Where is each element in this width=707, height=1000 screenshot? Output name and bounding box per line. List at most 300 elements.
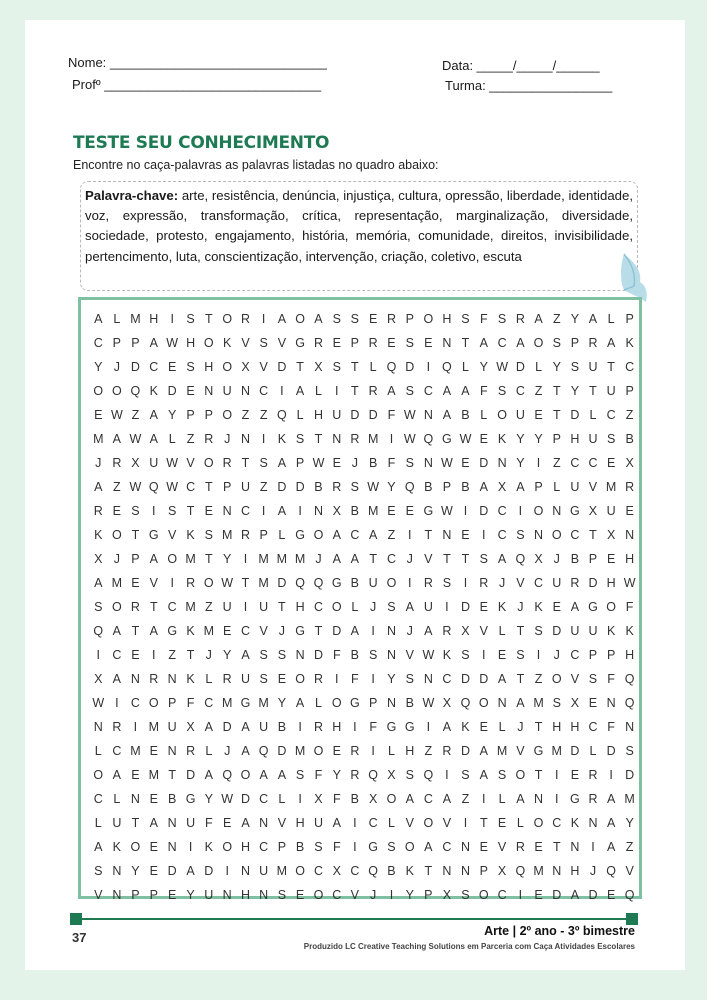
grid-letter[interactable]: E: [479, 720, 488, 735]
grid-letter[interactable]: W: [110, 408, 123, 423]
grid-letter[interactable]: C: [570, 648, 580, 663]
grid-letter[interactable]: S: [368, 648, 378, 663]
grid-letter[interactable]: S: [497, 312, 507, 326]
grid-letter[interactable]: T: [534, 720, 543, 735]
grid-letter[interactable]: T: [351, 360, 359, 375]
grid-letter[interactable]: W: [129, 480, 142, 495]
grid-letter[interactable]: P: [405, 312, 414, 326]
grid-letter[interactable]: U: [552, 576, 562, 591]
grid-letter[interactable]: Z: [552, 312, 561, 326]
grid-letter[interactable]: Q: [606, 864, 616, 879]
grid-letter[interactable]: B: [350, 576, 360, 591]
grid-letter[interactable]: O: [111, 384, 122, 399]
grid-letter[interactable]: A: [570, 888, 580, 903]
grid-letter[interactable]: G: [295, 528, 305, 543]
grid-letter[interactable]: Y: [552, 360, 561, 375]
grid-letter[interactable]: E: [131, 768, 140, 783]
grid-letter[interactable]: T: [552, 384, 561, 399]
grid-letter[interactable]: L: [314, 696, 322, 711]
grid-letter[interactable]: B: [570, 552, 580, 567]
grid-letter[interactable]: N: [313, 504, 323, 519]
grid-letter[interactable]: I: [591, 840, 595, 855]
grid-letter[interactable]: C: [240, 624, 251, 639]
grid-letter[interactable]: E: [332, 456, 341, 471]
grid-letter[interactable]: D: [570, 744, 580, 759]
grid-letter[interactable]: L: [535, 360, 543, 375]
grid-letter[interactable]: J: [498, 576, 506, 591]
grid-letter[interactable]: T: [204, 312, 213, 326]
grid-letter[interactable]: U: [332, 408, 342, 423]
grid-letter[interactable]: Y: [570, 312, 580, 326]
grid-letter[interactable]: U: [570, 480, 580, 495]
grid-letter[interactable]: A: [570, 600, 580, 615]
grid-letter[interactable]: L: [94, 816, 102, 831]
grid-letter[interactable]: Y: [387, 480, 396, 495]
grid-letter[interactable]: O: [222, 360, 233, 375]
grid-letter[interactable]: C: [570, 528, 580, 543]
grid-letter[interactable]: A: [112, 672, 122, 687]
grid-letter[interactable]: Y: [516, 456, 525, 471]
grid-letter[interactable]: A: [606, 792, 616, 807]
grid-letter[interactable]: R: [570, 576, 580, 591]
grid-letter[interactable]: S: [295, 768, 305, 783]
grid-letter[interactable]: K: [625, 336, 634, 351]
grid-letter[interactable]: U: [606, 504, 616, 519]
grid-letter[interactable]: N: [295, 648, 305, 663]
grid-letter[interactable]: D: [277, 480, 287, 495]
grid-letter[interactable]: E: [149, 792, 158, 807]
grid-letter[interactable]: U: [606, 384, 616, 399]
grid-letter[interactable]: E: [186, 384, 195, 399]
grid-letter[interactable]: S: [606, 432, 616, 447]
grid-letter[interactable]: E: [405, 504, 414, 519]
grid-letter[interactable]: A: [405, 600, 414, 615]
grid-letter[interactable]: L: [351, 600, 359, 615]
grid-letter[interactable]: N: [386, 648, 396, 663]
grid-letter[interactable]: T: [607, 360, 615, 375]
grid-letter[interactable]: I: [152, 504, 156, 519]
grid-letter[interactable]: P: [350, 336, 360, 351]
grid-letter[interactable]: S: [94, 600, 103, 615]
grid-letter[interactable]: L: [607, 312, 615, 326]
grid-letter[interactable]: K: [442, 648, 452, 663]
grid-letter[interactable]: R: [515, 840, 525, 855]
grid-letter[interactable]: X: [94, 552, 103, 567]
grid-letter[interactable]: I: [353, 816, 357, 831]
grid-letter[interactable]: C: [259, 792, 269, 807]
grid-letter[interactable]: O: [295, 312, 305, 326]
grid-letter[interactable]: O: [203, 456, 214, 471]
grid-letter[interactable]: A: [259, 768, 268, 783]
grid-letter[interactable]: T: [589, 528, 597, 543]
grid-letter[interactable]: E: [534, 888, 543, 903]
grid-letter[interactable]: I: [518, 504, 523, 519]
grid-letter[interactable]: R: [222, 456, 232, 471]
grid-letter[interactable]: S: [295, 432, 305, 447]
grid-letter[interactable]: I: [133, 720, 138, 735]
grid-letter[interactable]: O: [167, 552, 178, 567]
grid-letter[interactable]: M: [258, 552, 269, 567]
grid-letter[interactable]: A: [606, 336, 616, 351]
grid-letter[interactable]: V: [442, 816, 452, 831]
grid-letter[interactable]: Y: [94, 360, 103, 375]
grid-letter[interactable]: S: [552, 336, 561, 351]
grid-letter[interactable]: V: [186, 456, 195, 471]
grid-letter[interactable]: L: [589, 744, 597, 759]
grid-letter[interactable]: D: [313, 648, 323, 663]
grid-letter[interactable]: G: [404, 720, 415, 735]
grid-letter[interactable]: R: [442, 744, 452, 759]
grid-letter[interactable]: U: [149, 456, 159, 471]
grid-letter[interactable]: C: [259, 840, 269, 855]
grid-letter[interactable]: O: [533, 816, 544, 831]
grid-letter[interactable]: F: [479, 312, 488, 326]
grid-letter[interactable]: A: [350, 552, 360, 567]
grid-letter[interactable]: Q: [423, 768, 434, 783]
grid-letter[interactable]: Q: [423, 432, 434, 447]
grid-letter[interactable]: F: [332, 840, 341, 855]
grid-letter[interactable]: V: [277, 336, 287, 351]
grid-letter[interactable]: G: [423, 504, 434, 519]
grid-letter[interactable]: S: [497, 384, 507, 399]
grid-letter[interactable]: V: [241, 336, 250, 351]
grid-letter[interactable]: E: [588, 696, 598, 711]
grid-letter[interactable]: E: [149, 864, 158, 879]
grid-letter[interactable]: U: [515, 408, 525, 423]
grid-letter[interactable]: J: [113, 360, 120, 375]
grid-letter[interactable]: I: [96, 648, 101, 663]
grid-letter[interactable]: N: [442, 336, 452, 351]
grid-letter[interactable]: H: [240, 840, 251, 855]
grid-letter[interactable]: Q: [442, 360, 452, 375]
grid-letter[interactable]: Q: [313, 576, 324, 591]
grid-letter[interactable]: Q: [386, 360, 397, 375]
grid-letter[interactable]: A: [332, 552, 341, 567]
grid-letter[interactable]: C: [167, 600, 177, 615]
name-field[interactable]: Nome: ______________________________: [68, 55, 327, 70]
grid-letter[interactable]: A: [204, 768, 213, 783]
grid-letter[interactable]: R: [588, 792, 598, 807]
grid-letter[interactable]: T: [278, 600, 286, 615]
grid-letter[interactable]: J: [553, 552, 560, 567]
grid-letter[interactable]: X: [534, 552, 543, 567]
grid-letter[interactable]: R: [313, 672, 323, 687]
grid-letter[interactable]: A: [94, 840, 103, 855]
grid-letter[interactable]: D: [479, 504, 489, 519]
grid-letter[interactable]: N: [460, 864, 470, 879]
grid-letter[interactable]: T: [314, 624, 323, 639]
grid-letter[interactable]: E: [534, 408, 543, 423]
grid-letter[interactable]: R: [350, 744, 360, 759]
grid-letter[interactable]: I: [463, 576, 468, 591]
grid-letter[interactable]: F: [332, 792, 341, 807]
grid-letter[interactable]: E: [277, 672, 287, 687]
grid-letter[interactable]: B: [350, 648, 360, 663]
grid-letter[interactable]: W: [441, 504, 453, 519]
grid-letter[interactable]: F: [625, 600, 634, 615]
grid-letter[interactable]: U: [588, 360, 598, 375]
grid-letter[interactable]: I: [243, 552, 248, 567]
grid-letter[interactable]: H: [204, 360, 214, 375]
grid-letter[interactable]: D: [130, 360, 140, 375]
grid-letter[interactable]: U: [570, 624, 580, 639]
grid-letter[interactable]: Y: [405, 888, 414, 903]
grid-letter[interactable]: X: [625, 456, 634, 471]
grid-letter[interactable]: S: [277, 648, 287, 663]
grid-letter[interactable]: L: [498, 624, 506, 639]
grid-letter[interactable]: P: [112, 336, 122, 351]
grid-letter[interactable]: F: [351, 672, 359, 687]
grid-letter[interactable]: B: [387, 864, 396, 879]
grid-letter[interactable]: V: [405, 816, 414, 831]
grid-letter[interactable]: H: [149, 312, 159, 326]
grid-letter[interactable]: D: [460, 744, 470, 759]
grid-letter[interactable]: I: [518, 888, 523, 903]
grid-letter[interactable]: C: [259, 384, 269, 399]
grid-letter[interactable]: E: [606, 888, 616, 903]
grid-letter[interactable]: A: [479, 480, 488, 495]
grid-letter[interactable]: J: [278, 624, 285, 639]
grid-letter[interactable]: N: [259, 888, 269, 903]
grid-letter[interactable]: E: [387, 336, 396, 351]
grid-letter[interactable]: I: [298, 504, 302, 519]
grid-letter[interactable]: N: [625, 720, 635, 735]
grid-letter[interactable]: P: [625, 312, 634, 326]
grid-letter[interactable]: C: [313, 600, 323, 615]
grid-letter[interactable]: I: [389, 888, 394, 903]
grid-letter[interactable]: A: [94, 576, 103, 591]
grid-letter[interactable]: K: [497, 432, 507, 447]
grid-letter[interactable]: C: [368, 816, 378, 831]
grid-letter[interactable]: G: [533, 744, 544, 759]
grid-letter[interactable]: D: [588, 888, 598, 903]
grid-letter[interactable]: H: [186, 336, 196, 351]
grid-letter[interactable]: N: [552, 864, 562, 879]
grid-letter[interactable]: W: [441, 456, 453, 471]
grid-letter[interactable]: N: [442, 528, 452, 543]
grid-letter[interactable]: S: [479, 552, 488, 567]
grid-letter[interactable]: C: [570, 456, 580, 471]
grid-letter[interactable]: C: [332, 888, 342, 903]
grid-letter[interactable]: T: [149, 600, 158, 615]
grid-letter[interactable]: Z: [625, 840, 634, 855]
grid-letter[interactable]: A: [479, 744, 488, 759]
grid-letter[interactable]: Q: [624, 672, 635, 687]
grid-letter[interactable]: T: [424, 528, 433, 543]
grid-letter[interactable]: Y: [570, 384, 580, 399]
grid-letter[interactable]: A: [424, 624, 433, 639]
grid-letter[interactable]: I: [298, 720, 302, 735]
grid-letter[interactable]: S: [168, 504, 177, 519]
grid-letter[interactable]: G: [386, 720, 397, 735]
grid-letter[interactable]: T: [461, 336, 470, 351]
grid-letter[interactable]: T: [534, 768, 543, 783]
grid-letter[interactable]: I: [609, 768, 613, 783]
grid-letter[interactable]: U: [240, 672, 251, 687]
grid-letter[interactable]: D: [479, 456, 489, 471]
grid-letter[interactable]: K: [570, 816, 580, 831]
grid-letter[interactable]: C: [204, 696, 214, 711]
grid-letter[interactable]: D: [588, 576, 598, 591]
grid-letter[interactable]: I: [555, 792, 559, 807]
grid-letter[interactable]: E: [131, 648, 140, 663]
grid-letter[interactable]: P: [186, 408, 195, 423]
grid-letter[interactable]: R: [386, 312, 396, 326]
grid-letter[interactable]: A: [516, 792, 525, 807]
grid-letter[interactable]: P: [204, 408, 213, 423]
grid-letter[interactable]: N: [167, 672, 177, 687]
grid-letter[interactable]: K: [186, 528, 195, 543]
grid-letter[interactable]: D: [460, 672, 470, 687]
grid-letter[interactable]: O: [497, 408, 507, 423]
grid-letter[interactable]: R: [93, 504, 103, 519]
grid-letter[interactable]: T: [516, 624, 525, 639]
grid-letter[interactable]: Z: [113, 480, 121, 495]
grid-letter[interactable]: O: [313, 888, 324, 903]
grid-letter[interactable]: U: [588, 432, 598, 447]
grid-letter[interactable]: A: [442, 720, 452, 735]
grid-letter[interactable]: U: [259, 720, 269, 735]
grid-letter[interactable]: O: [295, 864, 305, 879]
grid-letter[interactable]: P: [424, 888, 433, 903]
grid-letter[interactable]: M: [533, 696, 544, 711]
grid-letter[interactable]: D: [167, 864, 177, 879]
grid-letter[interactable]: R: [240, 312, 251, 326]
grid-letter[interactable]: J: [406, 624, 413, 639]
grid-letter[interactable]: I: [445, 768, 449, 783]
grid-letter[interactable]: X: [314, 792, 323, 807]
grid-letter[interactable]: E: [112, 504, 122, 519]
grid-letter[interactable]: A: [241, 720, 250, 735]
grid-letter[interactable]: S: [461, 768, 470, 783]
grid-letter[interactable]: Y: [223, 552, 232, 567]
grid-letter[interactable]: K: [149, 384, 158, 399]
grid-letter[interactable]: Q: [515, 552, 526, 567]
grid-letter[interactable]: A: [332, 816, 341, 831]
grid-letter[interactable]: P: [277, 840, 287, 855]
grid-letter[interactable]: Z: [534, 384, 543, 399]
grid-letter[interactable]: S: [570, 360, 580, 375]
grid-letter[interactable]: Y: [204, 792, 213, 807]
grid-letter[interactable]: O: [386, 576, 397, 591]
grid-letter[interactable]: A: [241, 648, 250, 663]
grid-letter[interactable]: U: [112, 816, 122, 831]
grid-letter[interactable]: G: [167, 624, 178, 639]
grid-letter[interactable]: A: [516, 480, 525, 495]
grid-letter[interactable]: L: [553, 480, 561, 495]
grid-letter[interactable]: U: [259, 864, 269, 879]
grid-letter[interactable]: D: [186, 768, 196, 783]
grid-letter[interactable]: U: [423, 600, 433, 615]
grid-letter[interactable]: F: [314, 768, 323, 783]
grid-letter[interactable]: C: [497, 336, 507, 351]
grid-letter[interactable]: A: [424, 840, 433, 855]
grid-letter[interactable]: A: [149, 408, 158, 423]
grid-letter[interactable]: A: [479, 768, 488, 783]
grid-letter[interactable]: W: [221, 792, 234, 807]
grid-letter[interactable]: V: [570, 672, 580, 687]
grid-letter[interactable]: X: [588, 504, 598, 519]
grid-letter[interactable]: C: [606, 408, 616, 423]
grid-letter[interactable]: A: [442, 792, 452, 807]
grid-letter[interactable]: M: [221, 528, 233, 543]
grid-letter[interactable]: G: [570, 504, 580, 519]
grid-letter[interactable]: D: [167, 384, 177, 399]
grid-letter[interactable]: W: [422, 648, 435, 663]
grid-letter[interactable]: D: [405, 360, 415, 375]
grid-letter[interactable]: J: [224, 744, 231, 759]
grid-letter[interactable]: C: [497, 528, 507, 543]
grid-letter[interactable]: D: [625, 768, 635, 783]
grid-letter[interactable]: P: [606, 648, 616, 663]
grid-letter[interactable]: N: [167, 840, 177, 855]
grid-letter[interactable]: Y: [479, 360, 488, 375]
grid-letter[interactable]: T: [131, 528, 140, 543]
grid-letter[interactable]: A: [149, 432, 158, 447]
grid-letter[interactable]: V: [497, 840, 507, 855]
grid-letter[interactable]: N: [386, 624, 396, 639]
grid-letter[interactable]: N: [588, 816, 598, 831]
grid-letter[interactable]: W: [166, 336, 179, 351]
grid-letter[interactable]: E: [479, 600, 488, 615]
grid-letter[interactable]: S: [350, 312, 360, 326]
grid-letter[interactable]: M: [276, 552, 288, 567]
grid-letter[interactable]: I: [353, 840, 357, 855]
grid-letter[interactable]: A: [241, 744, 250, 759]
grid-letter[interactable]: I: [261, 312, 266, 326]
grid-letter[interactable]: K: [606, 624, 616, 639]
grid-letter[interactable]: T: [204, 552, 213, 567]
grid-letter[interactable]: T: [443, 552, 451, 567]
grid-letter[interactable]: I: [555, 768, 559, 783]
grid-letter[interactable]: H: [405, 744, 415, 759]
grid-letter[interactable]: A: [461, 384, 470, 399]
grid-letter[interactable]: J: [553, 648, 560, 663]
grid-letter[interactable]: Z: [552, 456, 561, 471]
grid-letter[interactable]: E: [625, 504, 634, 519]
grid-letter[interactable]: T: [461, 552, 470, 567]
grid-letter[interactable]: B: [625, 432, 634, 447]
grid-letter[interactable]: R: [186, 744, 196, 759]
grid-letter[interactable]: V: [277, 816, 287, 831]
grid-letter[interactable]: A: [497, 672, 507, 687]
grid-letter[interactable]: I: [298, 792, 302, 807]
grid-letter[interactable]: J: [351, 456, 358, 471]
grid-letter[interactable]: N: [167, 744, 177, 759]
grid-letter[interactable]: O: [423, 312, 434, 326]
grid-letter[interactable]: G: [349, 696, 360, 711]
grid-letter[interactable]: F: [204, 816, 213, 831]
grid-letter[interactable]: I: [371, 624, 375, 639]
grid-letter[interactable]: Q: [515, 864, 526, 879]
grid-letter[interactable]: I: [426, 720, 431, 735]
grid-letter[interactable]: T: [241, 576, 250, 591]
grid-letter[interactable]: I: [482, 648, 486, 663]
date-field[interactable]: Data: _____/_____/______: [442, 58, 600, 73]
grid-letter[interactable]: O: [551, 672, 562, 687]
grid-letter[interactable]: A: [241, 816, 250, 831]
grid-letter[interactable]: E: [168, 888, 177, 903]
grid-letter[interactable]: C: [423, 384, 433, 399]
grid-letter[interactable]: X: [332, 504, 341, 519]
grid-letter[interactable]: N: [130, 792, 140, 807]
grid-letter[interactable]: S: [405, 672, 414, 687]
grid-letter[interactable]: C: [130, 696, 140, 711]
grid-letter[interactable]: A: [387, 384, 396, 399]
grid-letter[interactable]: S: [461, 888, 470, 903]
grid-letter[interactable]: N: [534, 792, 544, 807]
grid-letter[interactable]: O: [295, 672, 305, 687]
